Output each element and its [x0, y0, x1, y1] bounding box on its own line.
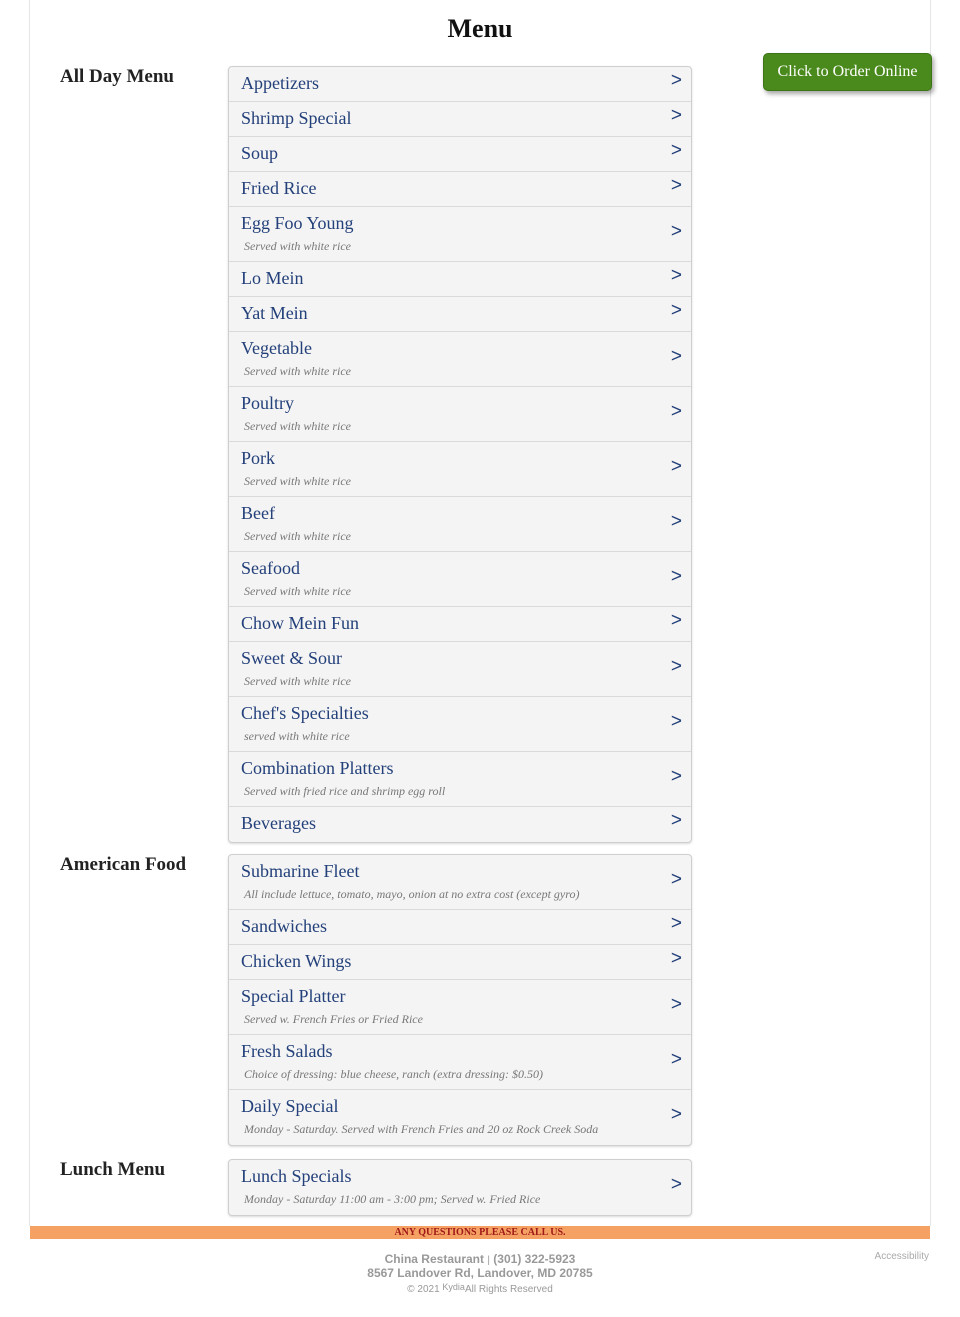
chevron-right-icon: >	[670, 810, 682, 831]
menu-item-egg-foo-young[interactable]	[229, 207, 691, 262]
chevron-right-icon: >	[670, 1174, 682, 1195]
menu-item-chicken-wings[interactable]	[229, 945, 691, 980]
menu-item-subtitle: Served with white rice	[244, 419, 351, 433]
chevron-right-icon: >	[670, 456, 682, 477]
chevron-right-icon: >	[670, 1104, 682, 1125]
chevron-right-icon: >	[670, 711, 682, 732]
menu-item-subtitle: Served with white rice	[244, 674, 351, 688]
accessibility-link[interactable]: Accessibility	[874, 1251, 929, 1262]
menu-item-subtitle: Choice of dressing: blue cheese, ranch (extra dressing: $0.50)	[244, 1067, 544, 1081]
chevron-right-icon: >	[670, 913, 682, 934]
menu-item-yat-mein[interactable]	[229, 297, 691, 332]
menu-item-title: Special Platter	[241, 986, 346, 1006]
chevron-right-icon: >	[670, 1049, 682, 1070]
call-us-bar: ANY QUESTIONS PLEASE CALL US.	[30, 1226, 930, 1239]
menu-item-beverages[interactable]	[229, 807, 691, 842]
menu-item-subtitle: Monday - Saturday 11:00 am - 3:00 pm; Served w. Fried Rice	[244, 1192, 541, 1206]
footer-address: 8567 Landover Rd, Landover, MD 20785	[367, 1266, 593, 1280]
kydia-link[interactable]: Kydia	[442, 1282, 465, 1292]
menu-item-subtitle: served with white rice	[244, 729, 350, 743]
menu-item-title: Submarine Fleet	[241, 861, 360, 881]
footer-copyright	[0, 1282, 960, 1295]
menu-item-title: Shrimp Special	[241, 108, 352, 128]
chevron-right-icon: >	[670, 948, 682, 969]
chevron-right-icon: >	[670, 656, 682, 677]
chevron-right-icon: >	[670, 346, 682, 367]
menu-item-subtitle: All include lettuce, tomato, mayo, onion at no extra cost (except gyro)	[244, 887, 580, 901]
menu-item-title: Soup	[241, 143, 279, 163]
menu-item-title: Poultry	[241, 393, 295, 413]
page-title: Menu	[447, 14, 513, 43]
menu-item-chow-mein-fun[interactable]	[229, 607, 691, 642]
menu-item-appetizers[interactable]	[229, 67, 691, 102]
chevron-right-icon: >	[670, 300, 682, 321]
menu-item-shrimp-special[interactable]	[229, 102, 691, 137]
footer-contact	[0, 1252, 960, 1266]
menu-item-title: Lunch Specials	[241, 1166, 352, 1186]
menu-item-title: Beverages	[241, 813, 316, 833]
chevron-right-icon: >	[670, 175, 682, 196]
menu-item-subtitle: Served with white rice	[244, 364, 351, 378]
menu-item-poultry[interactable]	[229, 387, 691, 442]
menu-item-lunch-specials[interactable]	[229, 1160, 691, 1215]
chevron-right-icon: >	[670, 994, 682, 1015]
menu-item-title: Yat Mein	[241, 303, 308, 323]
menu-group-american-food	[228, 854, 692, 1146]
menu-item-title: Beef	[241, 503, 275, 523]
menu-item-title: Sandwiches	[241, 916, 327, 936]
menu-item-title: Chef's Specialties	[241, 703, 369, 723]
chevron-right-icon: >	[670, 140, 682, 161]
menu-item-title: Daily Special	[241, 1096, 339, 1116]
menu-item-subtitle: Served with white rice	[244, 529, 351, 543]
menu-item-vegetable[interactable]	[229, 332, 691, 387]
restaurant-name: China Restaurant	[384, 1252, 484, 1266]
menu-item-pork[interactable]	[229, 442, 691, 497]
menu-item-seafood[interactable]	[229, 552, 691, 607]
menu-item-special-platter[interactable]	[229, 980, 691, 1035]
section-label-all-day-menu: All Day Menu	[60, 66, 174, 87]
chevron-right-icon: >	[670, 566, 682, 587]
footer-separator: |	[487, 1255, 490, 1266]
menu-item-subtitle: Served with white rice	[244, 239, 351, 253]
chevron-right-icon: >	[670, 869, 682, 890]
order-online-button[interactable]: Click to Order Online	[763, 53, 932, 91]
menu-item-title: Pork	[241, 448, 276, 468]
menu-item-title: Chow Mein Fun	[241, 613, 360, 633]
menu-group-all-day	[228, 66, 692, 843]
menu-item-subtitle: Monday - Saturday. Served with French Fries and 20 oz Rock Creek Soda	[244, 1122, 599, 1136]
menu-item-sweet-and-sour[interactable]	[229, 642, 691, 697]
menu-item-submarine-fleet[interactable]	[229, 855, 691, 910]
menu-item-subtitle: Served with white rice	[244, 584, 351, 598]
menu-item-fresh-salads[interactable]	[229, 1035, 691, 1090]
menu-item-soup[interactable]	[229, 137, 691, 172]
chevron-right-icon: >	[670, 610, 682, 631]
menu-item-title: Appetizers	[241, 73, 319, 93]
menu-item-title: Fried Rice	[241, 178, 317, 198]
menu-item-beef[interactable]	[229, 497, 691, 552]
menu-item-title: Combination Platters	[241, 758, 394, 778]
menu-item-daily-special[interactable]	[229, 1090, 691, 1145]
chevron-right-icon: >	[670, 70, 682, 91]
menu-item-chef-s-specialties[interactable]	[229, 697, 691, 752]
chevron-right-icon: >	[670, 105, 682, 126]
section-label-american-food: American Food	[60, 854, 187, 875]
rights-text: All Rights Reserved	[464, 1284, 553, 1295]
chevron-right-icon: >	[670, 265, 682, 286]
menu-item-combination-platters[interactable]	[229, 752, 691, 807]
menu-item-title: Egg Foo Young	[241, 213, 354, 233]
chevron-right-icon: >	[670, 221, 682, 242]
menu-item-title: Chicken Wings	[241, 951, 352, 971]
section-label-lunch-menu: Lunch Menu	[60, 1159, 166, 1180]
phone-number[interactable]: (301) 322-5923	[493, 1252, 576, 1266]
menu-item-title: Lo Mein	[241, 268, 304, 288]
menu-group-lunch	[228, 1159, 692, 1216]
menu-item-sandwiches[interactable]	[229, 910, 691, 945]
menu-item-title: Sweet & Sour	[241, 648, 342, 668]
menu-item-title: Vegetable	[241, 338, 312, 358]
menu-item-title: Seafood	[241, 558, 300, 578]
menu-item-subtitle: Served w. French Fries or Fried Rice	[244, 1012, 423, 1026]
menu-item-subtitle: Served with white rice	[244, 474, 351, 488]
copyright-text: © 2021	[407, 1284, 440, 1295]
chevron-right-icon: >	[670, 401, 682, 422]
menu-item-lo-mein[interactable]	[229, 262, 691, 297]
chevron-right-icon: >	[670, 766, 682, 787]
menu-item-subtitle: Served with fried rice and shrimp egg roll	[244, 784, 446, 798]
chevron-right-icon: >	[670, 511, 682, 532]
menu-item-title: Fresh Salads	[241, 1041, 333, 1061]
menu-item-fried-rice[interactable]	[229, 172, 691, 207]
